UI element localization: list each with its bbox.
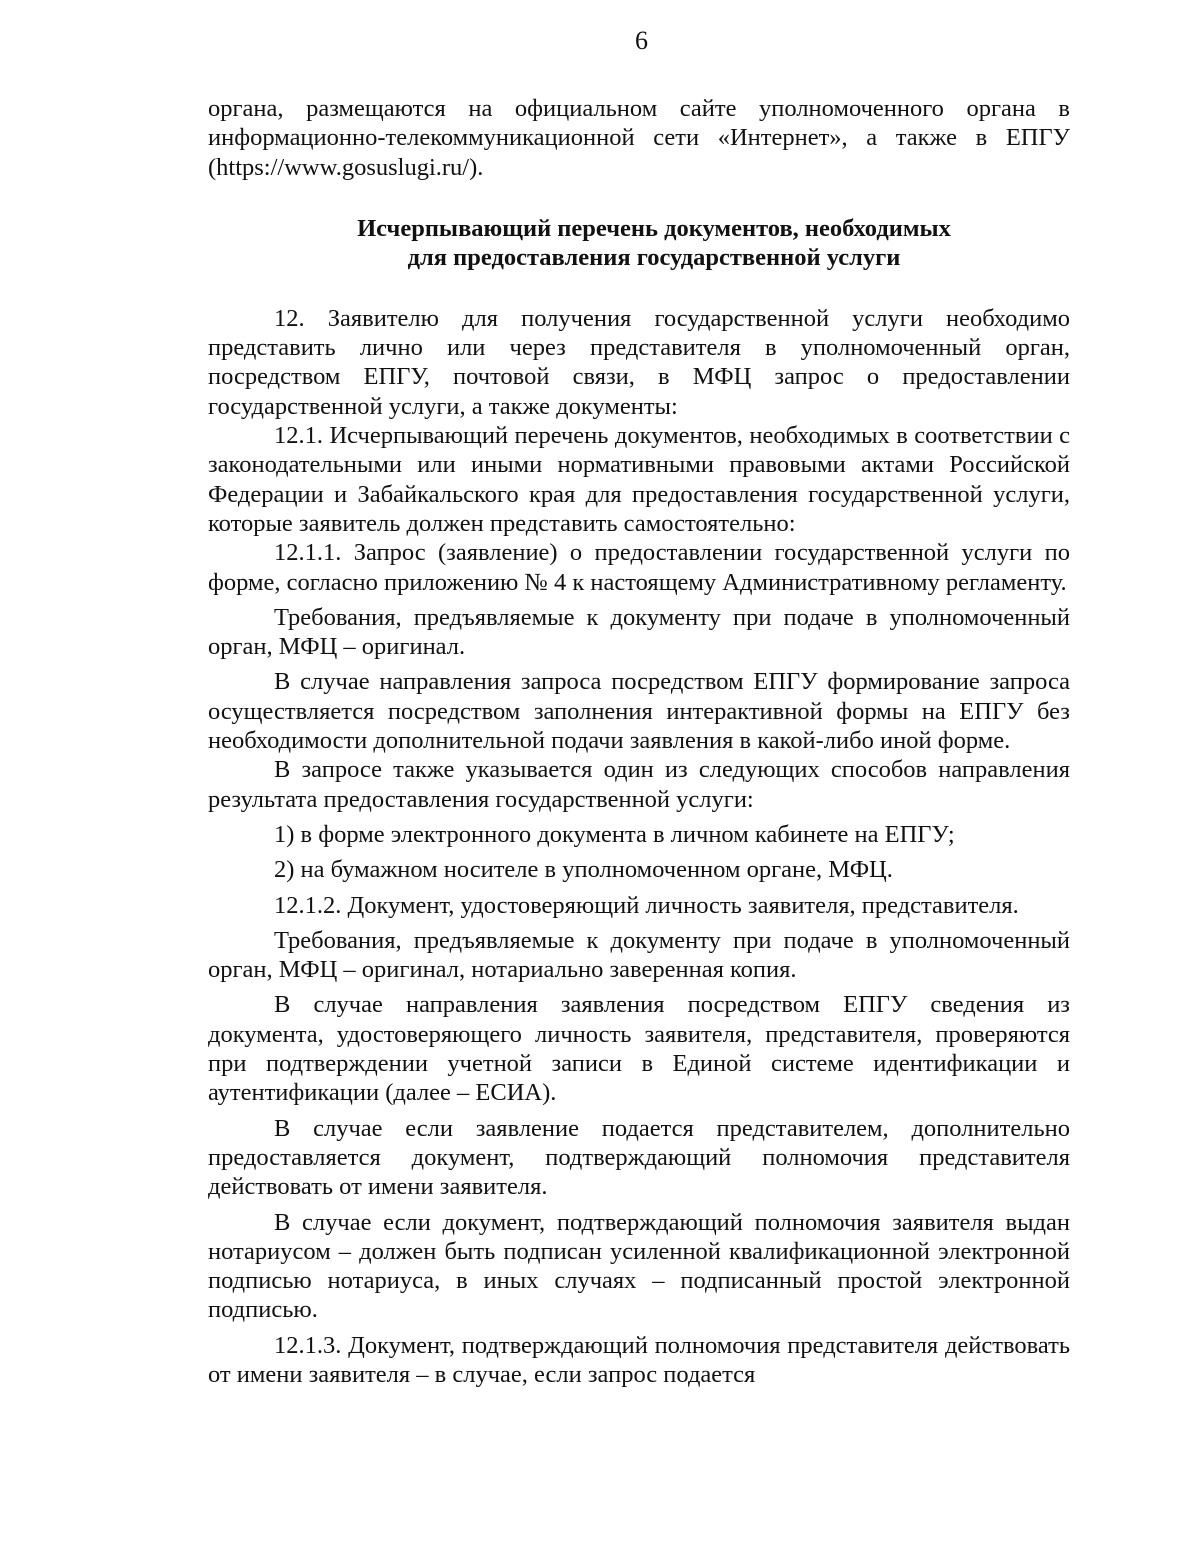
paragraph-esia: В случае направления заявления посредством ЕПГУ сведения из документа, удостоверяющего личность заявителя, представителя, проверяются при подтверждении учетной записи в Единой системе идентификации и аутентификации (далее – ЕСИА). <box>208 991 1070 1107</box>
paragraph-12-1-2: 12.1.2. Документ, удостоверяющий личность заявителя, представителя. <box>274 891 1019 919</box>
paragraph-notary: В случае если документ, подтверждающий полномочия заявителя выдан нотариусом – должен быть подписан усиленной квалификационной электронной подписью нотариуса, в иных случаях – подписанный простой электронной подписью. <box>208 1208 1070 1324</box>
page-number: 6 <box>635 26 648 55</box>
paragraph-12: 12. Заявителю для получения государственной услуги необходимо представить лично или через представителя в уполномоченный орган, посредством ЕПГУ, почтовой связи, в МФЦ запрос о предоставлении государственной услуги, а также документы: <box>208 304 1070 420</box>
intro-paragraph: органа, размещаются на официальном сайте уполномоченного органа в информационно-телекоммуникационной сети «Интернет», а также в ЕПГУ (https://www.gosuslugi.ru/). <box>208 95 1070 181</box>
section-heading-line-2: для предоставления государственной услуги <box>407 243 901 271</box>
document-body <box>208 94 1070 1389</box>
paragraph-representative: В случае если заявление подается представителем, дополнительно предоставляется документ, подтверждающий полномочия представителя действовать от имени заявителя. <box>208 1114 1070 1201</box>
paragraph-12-1: 12.1. Исчерпывающий перечень документов, необходимых в соответствии с законодательными или иными нормативными правовыми актами Российской Федерации и Забайкальского края для предоставления государственной услуги, которые заявитель должен представить самостоятельно: <box>208 422 1070 537</box>
paragraph-requirements-copy: Требования, предъявляемые к документу при подаче в уполномоченный орган, МФЦ – оригинал, нотариально заверенная копия. <box>208 926 1070 984</box>
section-heading-line-1: Исчерпывающий перечень документов, необходимых <box>357 214 951 242</box>
paragraph-requirements-original: Требования, предъявляемые к документу при подаче в уполномоченный орган, МФЦ – оригинал. <box>208 603 1070 661</box>
section-heading <box>208 214 1070 272</box>
paragraph-epgu-request: В случае направления запроса посредством ЕПГУ формирование запроса осуществляется посредством заполнения интерактивной формы на ЕПГУ без необходимости дополнительной подачи заявления в какой-либо иной форме. <box>208 668 1070 755</box>
paragraph-result-methods: В запросе также указывается один из следующих способов направления результата предоставления государственной услуги: <box>208 756 1070 813</box>
list-item-1: 1) в форме электронного документа в личном кабинете на ЕПГУ; <box>274 820 955 848</box>
list-item-2: 2) на бумажном носителе в уполномоченном органе, МФЦ. <box>274 856 893 884</box>
paragraph-12-1-1: 12.1.1. Запрос (заявление) о предоставлении государственной услуги по форме, согласно приложению № 4 к настоящему Административному регламенту. <box>208 539 1070 596</box>
paragraph-12-1-3: 12.1.3. Документ, подтверждающий полномочия представителя действовать от имени заявителя – в случае, если запрос подается <box>208 1331 1070 1388</box>
